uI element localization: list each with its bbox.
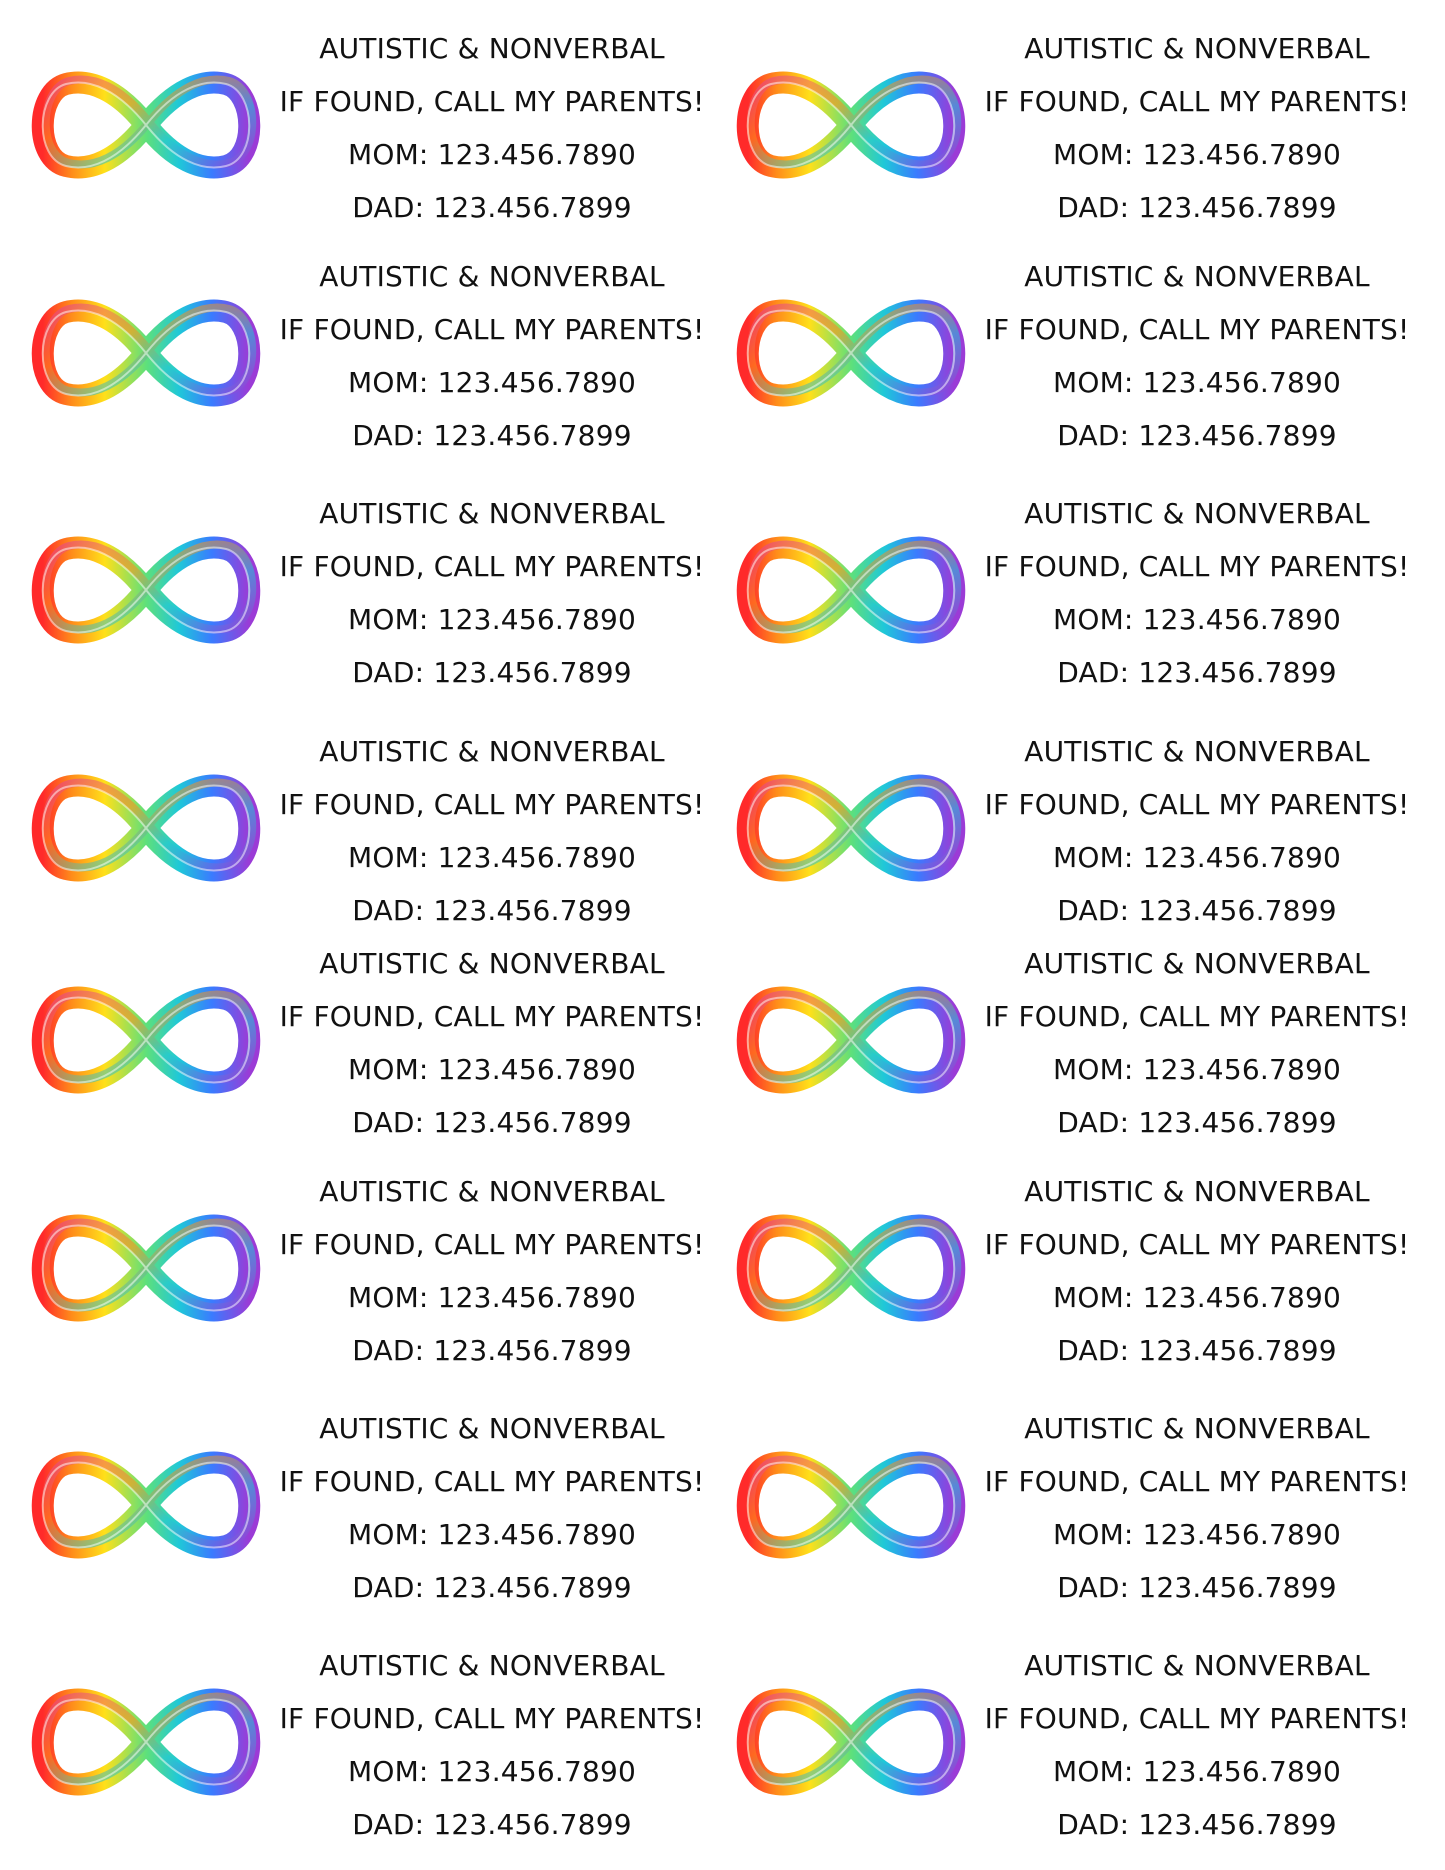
dad-phone-line: DAD: 123.456.7899 <box>1057 419 1337 452</box>
diagnosis-line: AUTISTIC & NONVERBAL <box>1024 1649 1370 1682</box>
label-text <box>977 1402 1417 1614</box>
mom-phone-line: MOM: 123.456.7890 <box>347 138 637 171</box>
instruction-line: IF FOUND, CALL MY PARENTS! <box>984 550 1410 583</box>
diagnosis-line: AUTISTIC & NONVERBAL <box>319 497 665 530</box>
dad-phone-line: DAD: 123.456.7899 <box>1057 191 1337 224</box>
instruction-line: IF FOUND, CALL MY PARENTS! <box>984 788 1410 821</box>
label <box>705 1143 1415 1367</box>
rainbow-infinity-icon <box>735 773 967 883</box>
dad-phone-line: DAD: 123.456.7899 <box>352 656 632 689</box>
mom-phone-line: MOM: 123.456.7890 <box>347 1281 637 1314</box>
label <box>705 915 1415 1139</box>
rainbow-infinity-icon <box>735 1687 967 1797</box>
label <box>0 465 710 689</box>
dad-phone-line: DAD: 123.456.7899 <box>352 894 632 927</box>
dad-phone-line: DAD: 123.456.7899 <box>352 1571 632 1604</box>
instruction-line: IF FOUND, CALL MY PARENTS! <box>984 1228 1410 1261</box>
diagnosis-line: AUTISTIC & NONVERBAL <box>319 1412 665 1445</box>
label <box>0 0 710 224</box>
label-text <box>272 22 712 234</box>
label-text <box>977 725 1417 937</box>
mom-phone-line: MOM: 123.456.7890 <box>347 841 637 874</box>
label-text <box>272 487 712 699</box>
mom-phone-line: MOM: 123.456.7890 <box>347 1755 637 1788</box>
dad-phone-line: DAD: 123.456.7899 <box>1057 894 1337 927</box>
label <box>0 1380 710 1604</box>
dad-phone-line: DAD: 123.456.7899 <box>1057 1571 1337 1604</box>
instruction-line: IF FOUND, CALL MY PARENTS! <box>279 788 705 821</box>
instruction-line: IF FOUND, CALL MY PARENTS! <box>279 313 705 346</box>
rainbow-infinity-icon <box>30 985 262 1095</box>
dad-phone-line: DAD: 123.456.7899 <box>352 1808 632 1841</box>
dad-phone-line: DAD: 123.456.7899 <box>1057 1808 1337 1841</box>
label-text <box>272 1402 712 1614</box>
label <box>705 228 1415 452</box>
label-text <box>977 1165 1417 1377</box>
label-text <box>272 1639 712 1851</box>
rainbow-infinity-icon <box>735 985 967 1095</box>
dad-phone-line: DAD: 123.456.7899 <box>352 419 632 452</box>
rainbow-infinity-icon <box>30 535 262 645</box>
label <box>705 465 1415 689</box>
diagnosis-line: AUTISTIC & NONVERBAL <box>319 32 665 65</box>
diagnosis-line: AUTISTIC & NONVERBAL <box>1024 947 1370 980</box>
rainbow-infinity-icon <box>30 1450 262 1560</box>
diagnosis-line: AUTISTIC & NONVERBAL <box>319 947 665 980</box>
diagnosis-line: AUTISTIC & NONVERBAL <box>319 1175 665 1208</box>
label-text <box>977 1639 1417 1851</box>
label <box>705 1380 1415 1604</box>
instruction-line: IF FOUND, CALL MY PARENTS! <box>279 1465 705 1498</box>
rainbow-infinity-icon <box>30 298 262 408</box>
label <box>705 0 1415 224</box>
rainbow-infinity-icon <box>735 70 967 180</box>
diagnosis-line: AUTISTIC & NONVERBAL <box>1024 260 1370 293</box>
diagnosis-line: AUTISTIC & NONVERBAL <box>319 260 665 293</box>
instruction-line: IF FOUND, CALL MY PARENTS! <box>279 1228 705 1261</box>
rainbow-infinity-icon <box>30 1213 262 1323</box>
rainbow-infinity-icon <box>735 298 967 408</box>
diagnosis-line: AUTISTIC & NONVERBAL <box>1024 1175 1370 1208</box>
diagnosis-line: AUTISTIC & NONVERBAL <box>1024 497 1370 530</box>
label <box>705 703 1415 927</box>
label <box>705 1617 1415 1841</box>
label-text <box>272 250 712 462</box>
instruction-line: IF FOUND, CALL MY PARENTS! <box>279 550 705 583</box>
label <box>0 1617 710 1841</box>
label <box>0 228 710 452</box>
label-text <box>977 22 1417 234</box>
rainbow-infinity-icon <box>735 535 967 645</box>
dad-phone-line: DAD: 123.456.7899 <box>1057 1106 1337 1139</box>
instruction-line: IF FOUND, CALL MY PARENTS! <box>279 85 705 118</box>
mom-phone-line: MOM: 123.456.7890 <box>1052 366 1342 399</box>
label-text <box>977 937 1417 1149</box>
label-text <box>272 1165 712 1377</box>
dad-phone-line: DAD: 123.456.7899 <box>1057 656 1337 689</box>
instruction-line: IF FOUND, CALL MY PARENTS! <box>984 85 1410 118</box>
label-text <box>272 937 712 1149</box>
instruction-line: IF FOUND, CALL MY PARENTS! <box>279 1000 705 1033</box>
label-text <box>272 725 712 937</box>
mom-phone-line: MOM: 123.456.7890 <box>1052 1053 1342 1086</box>
mom-phone-line: MOM: 123.456.7890 <box>1052 138 1342 171</box>
dad-phone-line: DAD: 123.456.7899 <box>352 1334 632 1367</box>
dad-phone-line: DAD: 123.456.7899 <box>352 1106 632 1139</box>
mom-phone-line: MOM: 123.456.7890 <box>347 603 637 636</box>
instruction-line: IF FOUND, CALL MY PARENTS! <box>279 1702 705 1735</box>
rainbow-infinity-icon <box>735 1450 967 1560</box>
instruction-line: IF FOUND, CALL MY PARENTS! <box>984 313 1410 346</box>
mom-phone-line: MOM: 123.456.7890 <box>347 1518 637 1551</box>
diagnosis-line: AUTISTIC & NONVERBAL <box>1024 1412 1370 1445</box>
label-text <box>977 487 1417 699</box>
label <box>0 703 710 927</box>
mom-phone-line: MOM: 123.456.7890 <box>1052 603 1342 636</box>
dad-phone-line: DAD: 123.456.7899 <box>352 191 632 224</box>
rainbow-infinity-icon <box>30 70 262 180</box>
label <box>0 1143 710 1367</box>
instruction-line: IF FOUND, CALL MY PARENTS! <box>984 1702 1410 1735</box>
mom-phone-line: MOM: 123.456.7890 <box>1052 1518 1342 1551</box>
mom-phone-line: MOM: 123.456.7890 <box>347 1053 637 1086</box>
diagnosis-line: AUTISTIC & NONVERBAL <box>319 1649 665 1682</box>
rainbow-infinity-icon <box>30 1687 262 1797</box>
rainbow-infinity-icon <box>30 773 262 883</box>
diagnosis-line: AUTISTIC & NONVERBAL <box>1024 735 1370 768</box>
instruction-line: IF FOUND, CALL MY PARENTS! <box>984 1000 1410 1033</box>
dad-phone-line: DAD: 123.456.7899 <box>1057 1334 1337 1367</box>
label-text <box>977 250 1417 462</box>
mom-phone-line: MOM: 123.456.7890 <box>1052 1281 1342 1314</box>
instruction-line: IF FOUND, CALL MY PARENTS! <box>984 1465 1410 1498</box>
mom-phone-line: MOM: 123.456.7890 <box>347 366 637 399</box>
diagnosis-line: AUTISTIC & NONVERBAL <box>319 735 665 768</box>
mom-phone-line: MOM: 123.456.7890 <box>1052 841 1342 874</box>
mom-phone-line: MOM: 123.456.7890 <box>1052 1755 1342 1788</box>
diagnosis-line: AUTISTIC & NONVERBAL <box>1024 32 1370 65</box>
rainbow-infinity-icon <box>735 1213 967 1323</box>
label <box>0 915 710 1139</box>
